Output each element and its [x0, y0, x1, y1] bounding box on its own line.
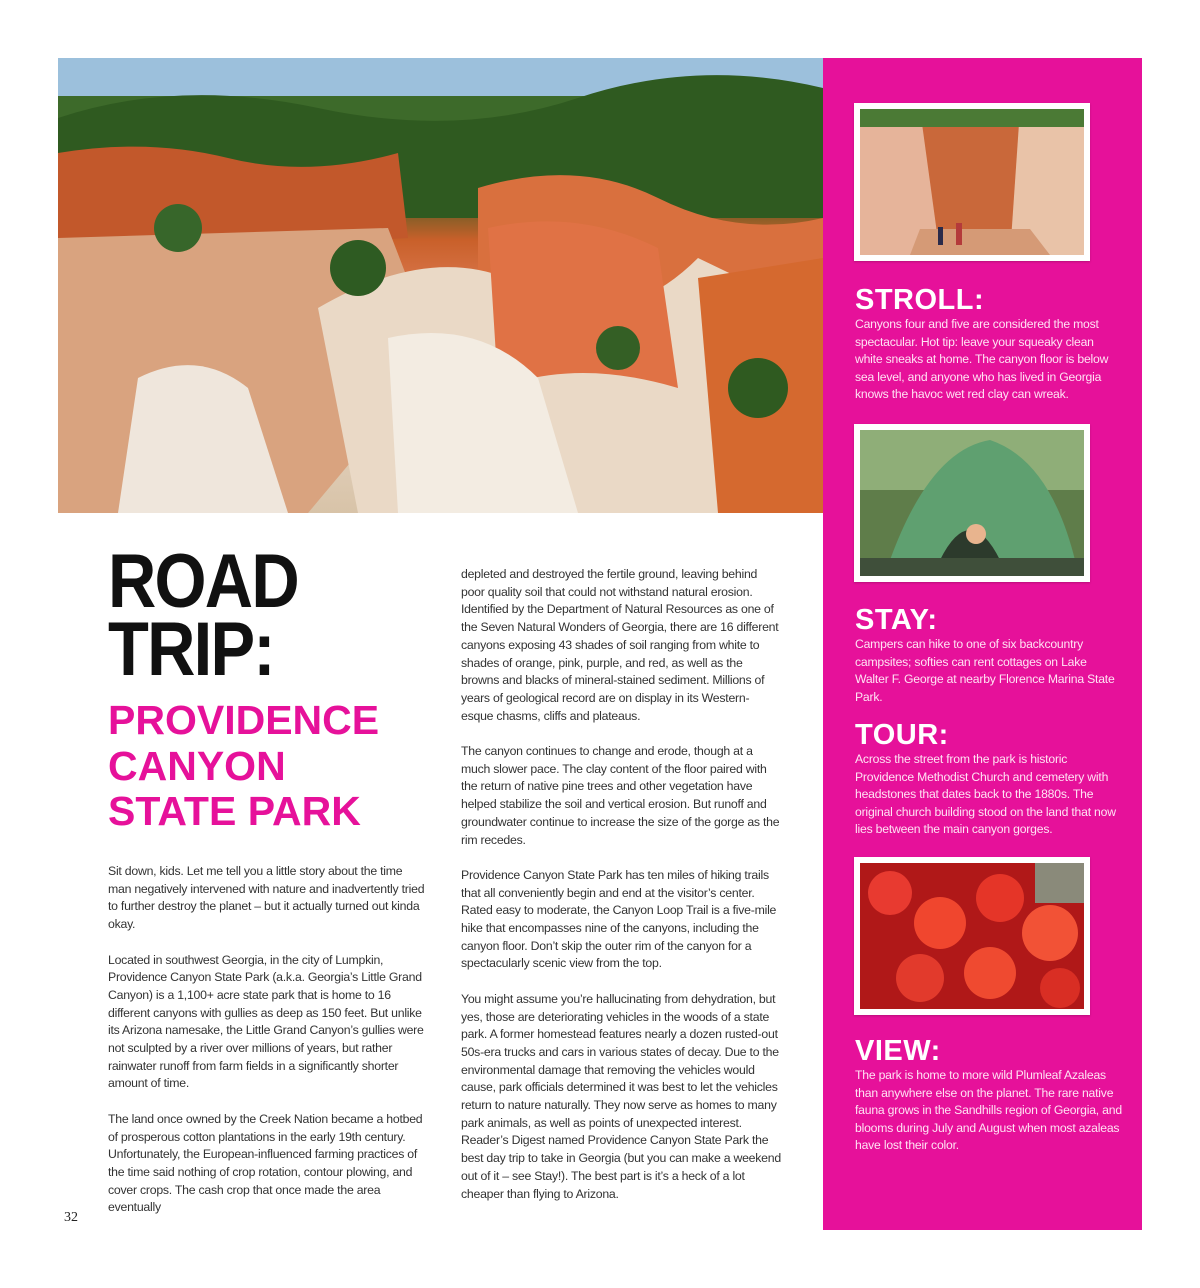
tent-illustration — [860, 430, 1084, 576]
tour-heading: TOUR: — [855, 719, 949, 751]
stroll-text: Canyons four and five are considered the most spectacular. Hot tip: leave your squeaky clean white sneaks at home. The canyon floor is below sea level, and anyone who has lived in Georgia knows the havoc wet red clay can wreak. — [855, 317, 1109, 402]
body-paragraph: The canyon continues to change and erode, though at a much slower pace. The clay content of the floor paired with the return of native pine trees and other vegetation have helped stabilize the soil and vertical erosion. But runoff and groundwater continue to increase the size of the gorge as the rim recedes. — [461, 744, 780, 847]
article-subtitle — [108, 698, 438, 835]
body-column-right — [461, 566, 781, 1221]
stroll-heading: STROLL: — [855, 284, 985, 316]
tour-text: Across the street from the park is historic Providence Methodist Church and cemetery with headstones that dates back to the 1880s. The original church building stood on the land that now lies between the main canyon gorges. — [855, 752, 1116, 837]
subtitle-line-2: CANYON — [108, 742, 286, 789]
body-paragraph: Sit down, kids. Let me tell you a little story about the time man negatively intervened with nature and inadvertently tried to further destroy the planet – but it actually turned out kinda okay. — [108, 864, 425, 932]
stay-text: Campers can hike to one of six backcountry campsites; softies can rent cottages on Lake Walter F. George at nearby Florence Marina State Park. — [855, 637, 1115, 704]
article-title — [108, 539, 390, 692]
view-heading: VIEW: — [855, 1035, 941, 1067]
title-line-1: ROAD — [108, 539, 298, 624]
body-paragraph: You might assume you’re hallucinating from dehydration, but yes, those are deteriorating vehicles in the woods of a state park. A former homestead features nearly a dozen rusted-out 50s-era trucks and cars in various states of decay. Due to the environmental damage that removing the vehicles would cause, park officials determined it was best to let the vehicles return to nature naturally. They now serve as homes to many park animals, as well as points of unexpected interest. Reader’s Digest named Providence Canyon State Park the best day trip to take in Georgia (but you can make a weekend out of it – see Stay!). The best part is it’s a heck of a lot cheaper than flying to Arizona. — [461, 991, 781, 1201]
stay-heading: STAY: — [855, 604, 938, 636]
hero-canyon-photo — [58, 58, 823, 513]
thumb-canyon-hikers — [854, 103, 1090, 261]
subtitle-line-1: PROVIDENCE — [108, 697, 380, 743]
page-number: 32 — [64, 1210, 78, 1225]
body-paragraph: The land once owned by the Creek Nation became a hotbed of prosperous cotton plantations in the early 19th century. Unfortunately, the European-influenced farming practices of the time said nothing of crop rotation, contour plowing, and cover crops. The cash crop that once made the area eventually — [108, 1111, 423, 1215]
canyon-illustration — [58, 58, 823, 513]
body-paragraph: Providence Canyon State Park has ten miles of hiking trails that all conveniently begin and end at the visitor’s center. Rated easy to moderate, the Canyon Loop Trail is a five-mile hike that encompasses nine of the canyons, including the canyon floor. Don’t skip the outer rim of the canyon for a spectacularly scenic view from the top. — [461, 867, 777, 971]
canyon-hikers-illustration — [860, 109, 1084, 255]
subtitle-line-3: STATE PARK — [108, 788, 361, 834]
title-line-2: TRIP: — [108, 607, 274, 692]
sidebar-panel — [823, 58, 1142, 1230]
body-paragraph: Located in southwest Georgia, in the city of Lumpkin, Providence Canyon State Park (a.k.a. Georgia’s Little Grand Canyon) is a 1,100+ acre state park that is home to 16 different canyons with gullies as deep as 150 feet. But unlike its Arizona namesake, the Little Grand Canyon’s gullies were not sculpted by a river over millions of years, but rather rainwater runoff from farm fields in a significantly shorter amount of time. — [108, 952, 424, 1091]
thumb-azaleas — [854, 857, 1090, 1015]
azalea-illustration — [860, 863, 1084, 1009]
body-column-left — [108, 863, 428, 1235]
view-text: The park is home to more wild Plumleaf Azaleas than anywhere else on the planet. The rare native fauna grows in the Sandhills region of Georgia, and blooms during July and August when most azaleas have lost their color. — [855, 1068, 1122, 1153]
thumb-tent-camping — [854, 424, 1090, 582]
body-paragraph: depleted and destroyed the fertile ground, leaving behind poor quality soil that could not withstand natural erosion. Identified by the Department of Natural Resources as one of the Seven Natural Wonders of Georgia, there are 16 different canyons exposing 43 shades of soil ranging from white to shades of orange, pink, purple, and red, as well as the browns and blacks of mineral-stained sediment. Millions of years of geological record are on display in its Western-esque chasms, cliffs and plateaus. — [461, 567, 779, 723]
